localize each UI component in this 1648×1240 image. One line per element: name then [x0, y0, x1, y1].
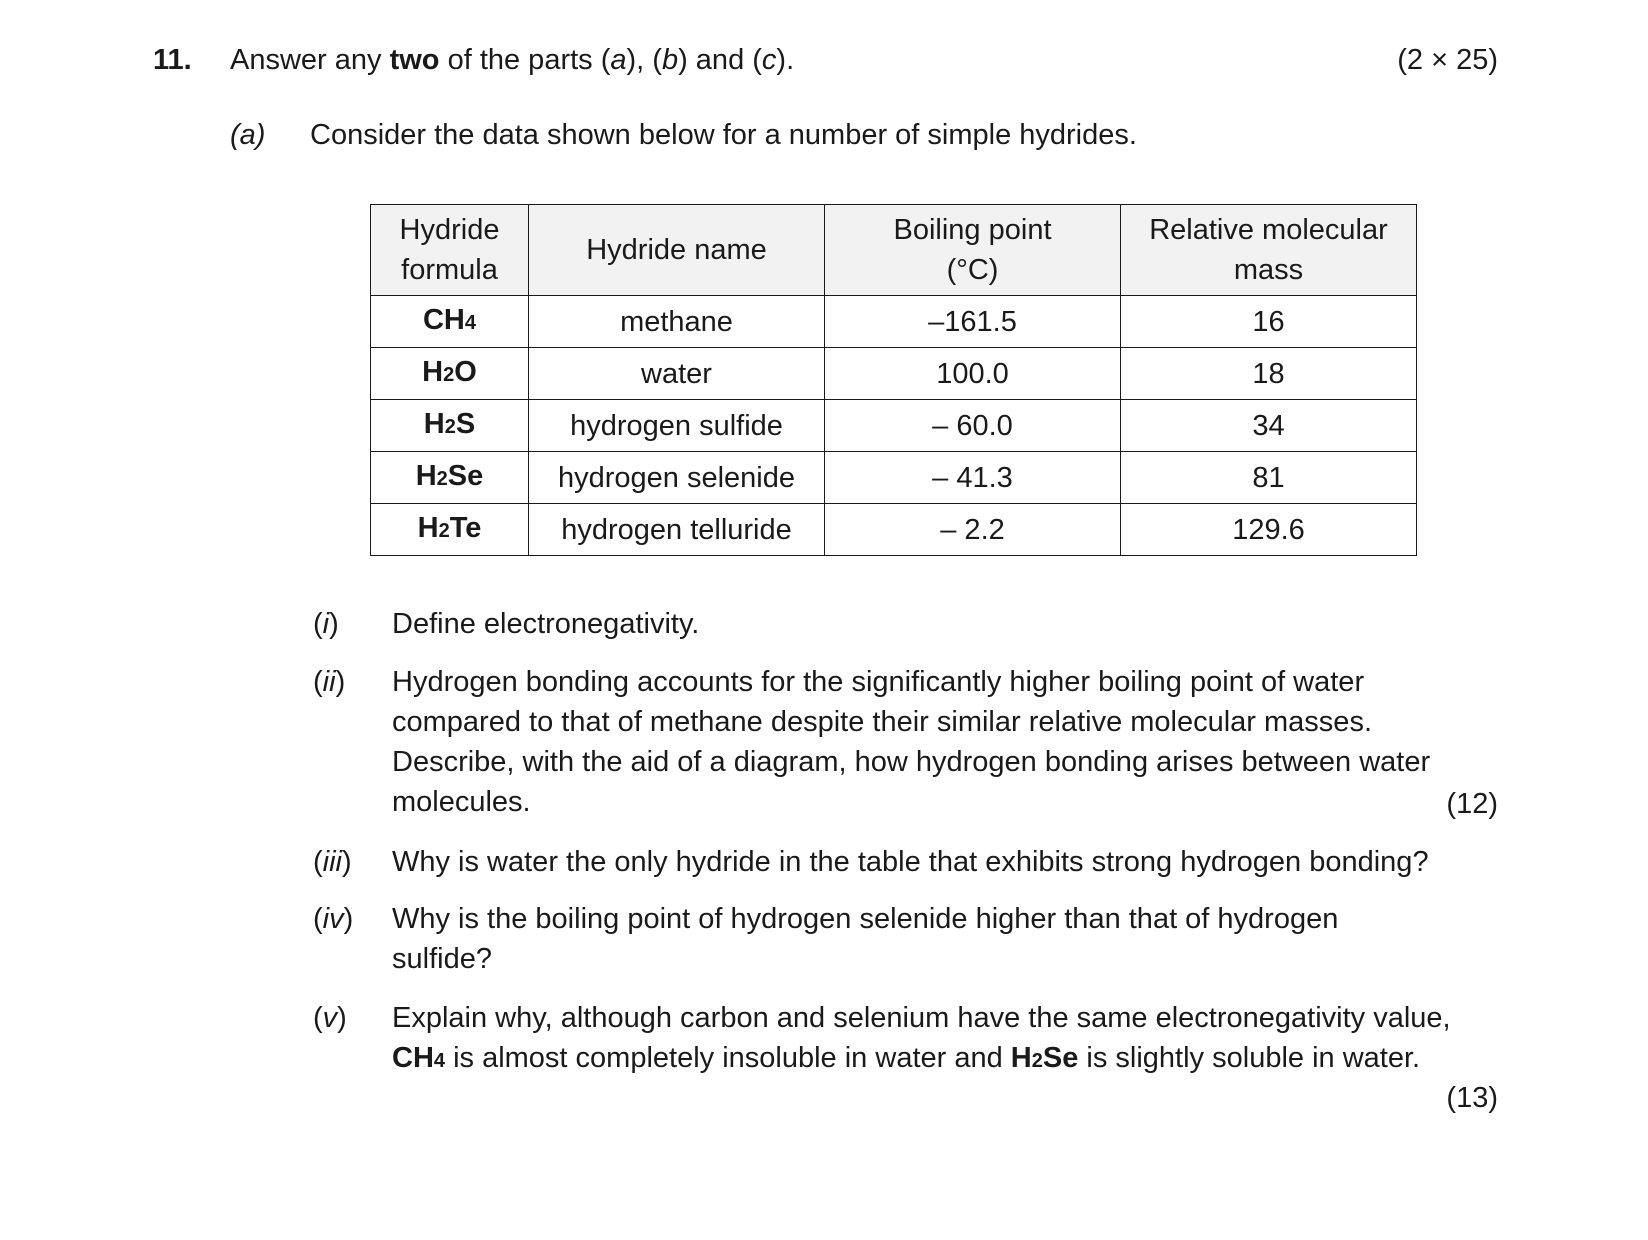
table-row	[371, 504, 1417, 556]
cell-mass: 34	[1121, 400, 1417, 452]
table-row	[371, 296, 1417, 348]
cell-name: hydrogen sulfide	[529, 400, 825, 452]
subpart-i-label: (i)	[313, 608, 339, 640]
part-a-text: Consider the data shown below for a number of simple hydrides.	[310, 119, 1137, 151]
part-a-label: (a)	[230, 119, 266, 151]
subpart-iv-label: (iv)	[313, 903, 354, 935]
question-intro: Answer any two of the parts (a), (b) and (c).	[230, 44, 795, 76]
cell-mass: 16	[1121, 296, 1417, 348]
cell-boiling-point: – 60.0	[825, 400, 1121, 452]
cell-name: methane	[529, 296, 825, 348]
subpart-iv-text: Why is the boiling point of hydrogen selenide higher than that of hydrogen sulfide?	[392, 903, 1339, 975]
header-hydride-formula: Hydride formula	[371, 205, 529, 296]
hydride-data-table	[370, 204, 1417, 556]
cell-mass: 18	[1121, 348, 1417, 400]
cell-formula: H2O	[371, 348, 529, 400]
cell-name: hydrogen telluride	[529, 504, 825, 556]
question-marks: (2 × 25)	[1397, 44, 1498, 76]
cell-name: hydrogen selenide	[529, 452, 825, 504]
subpart-v-text: Explain why, although carbon and selenium have the same electronegativity value, CH4 is almost completely insoluble in water and H2Se is slightly soluble in water.	[392, 1002, 1451, 1074]
cell-boiling-point: 100.0	[825, 348, 1121, 400]
table-header-row	[371, 205, 1417, 296]
cell-formula: H2S	[371, 400, 529, 452]
cell-name: water	[529, 348, 825, 400]
cell-boiling-point: – 2.2	[825, 504, 1121, 556]
table-row	[371, 452, 1417, 504]
header-relative-molecular-mass: Relative molecular mass	[1121, 205, 1417, 296]
cell-mass: 81	[1121, 452, 1417, 504]
header-boiling-point: Boiling point (°C)	[825, 205, 1121, 296]
table-row	[371, 348, 1417, 400]
table-row	[371, 400, 1417, 452]
cell-boiling-point: – 41.3	[825, 452, 1121, 504]
question-number: 11.	[153, 44, 192, 76]
cell-formula: H2Te	[371, 504, 529, 556]
subpart-v-marks: (13)	[1446, 1082, 1498, 1114]
cell-boiling-point: –161.5	[825, 296, 1121, 348]
cell-formula: CH4	[371, 296, 529, 348]
header-hydride-name: Hydride name	[529, 205, 825, 296]
subpart-ii-text: Hydrogen bonding accounts for the significantly higher boiling point of water compared to that of methane despite their similar relative molecular masses. Describe, with the aid of a diagram, how hydrogen bonding arises between water molecules.	[392, 666, 1431, 818]
cell-formula: H2Se	[371, 452, 529, 504]
cell-mass: 129.6	[1121, 504, 1417, 556]
subpart-iii-text: Why is water the only hydride in the table that exhibits strong hydrogen bonding?	[392, 846, 1429, 878]
subpart-ii-marks: (12)	[1446, 788, 1498, 820]
subpart-i-text: Define electronegativity.	[392, 608, 700, 640]
subpart-v-label: (v)	[313, 1002, 347, 1034]
subpart-iii-label: (iii)	[313, 846, 352, 878]
subpart-ii-label: (ii)	[313, 666, 346, 698]
